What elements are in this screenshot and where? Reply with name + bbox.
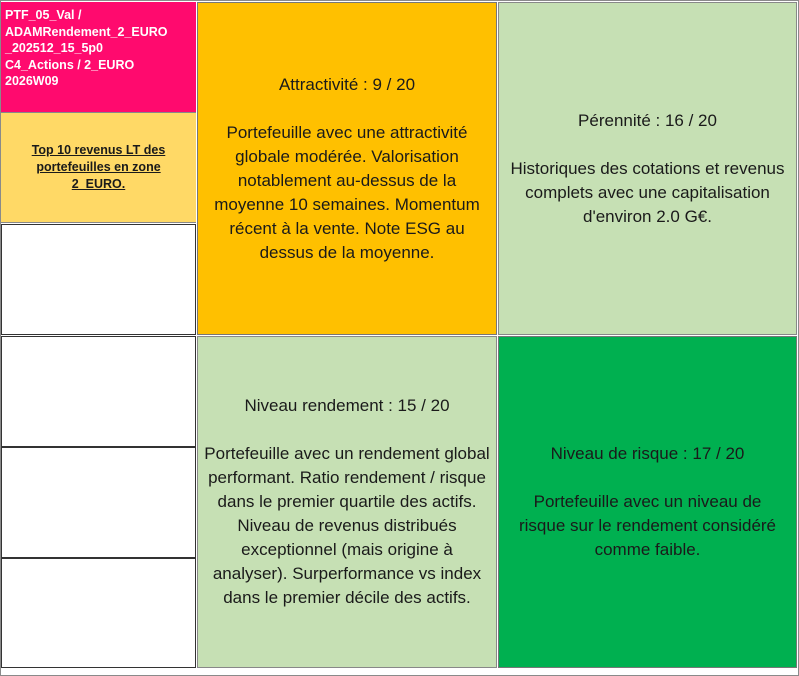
portfolio-id-line: PTF_05_Val / [5,8,82,22]
rendement-title: Niveau rendement : 15 / 20 [244,396,450,415]
attractivite-cell [197,2,497,335]
attractivite-body: Portefeuille avec une attractivité globale modérée. Valorisation notablement au-dessus de la moyenne 10 semaines. Momentum récent à la vente. Note ESG au dessus de la moyenne. [214,122,480,262]
perennite-title: Pérennité : 16 / 20 [578,110,717,130]
attractivite-title: Attractivité : 9 / 20 [278,74,416,94]
risque-cell [498,336,797,668]
empty-cell [1,224,196,335]
portfolio-id-cell [1,2,196,113]
rendement-body: Portefeuille avec un rendement global performant. Ratio rendement / risque dans le premier quartile des actifs. Niveau de revenus distribués exceptionnel (mais origine à analyser). Surperformance vs index dans le premier décile des actifs. [204,444,490,607]
empty-cell [1,558,196,668]
top-revenus-link-label: Top 10 revenus LT des portefeuilles en zone 2_EURO. [31,143,166,191]
perennite-cell [498,2,797,335]
risque-title: Niveau de risque : 17 / 20 [550,444,745,463]
portfolio-id-line: ADAMRendement_2_EURO [5,24,168,39]
risque-body: Portefeuille avec un niveau de risque sur le rendement considéré comme faible. [518,492,777,559]
empty-cell [1,336,196,447]
portfolio-id-line: 2026W09 [5,74,59,88]
portfolio-id-line: C4_Actions / 2_EURO [5,57,135,72]
rendement-cell [197,336,497,668]
portfolio-id-line: _202512_15_5p0 [5,41,104,55]
top-revenus-link[interactable] [1,113,196,223]
perennite-body: Historiques des cotations et revenus complets avec une capitalisation d'environ 2.0 G€. [510,158,785,226]
empty-cell [1,447,196,558]
